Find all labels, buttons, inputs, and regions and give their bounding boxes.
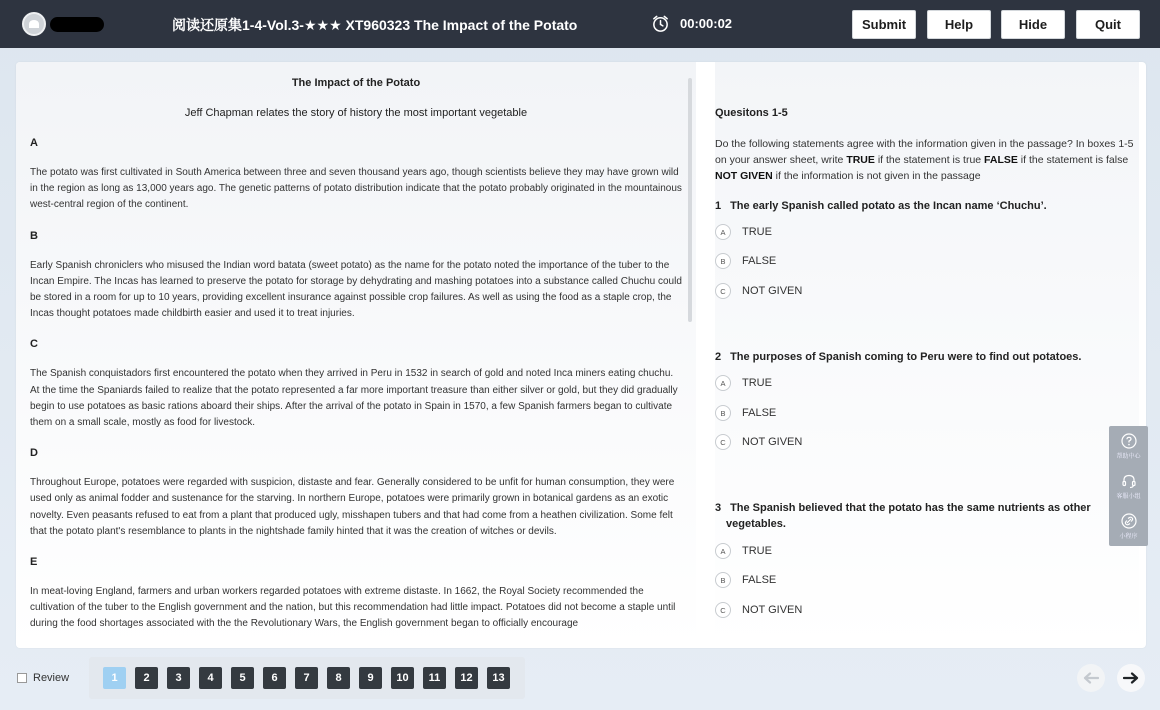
review-checkbox[interactable] bbox=[17, 673, 27, 683]
customer-service-label: 客服小组 bbox=[1116, 493, 1141, 500]
page-button-2[interactable]: 2 bbox=[135, 667, 158, 689]
passage-title: The Impact of the Potato bbox=[291, 77, 421, 89]
instructions-false: FALSE bbox=[984, 154, 1018, 166]
help-center-button[interactable] bbox=[1109, 426, 1148, 466]
page-button-6[interactable]: 6 bbox=[263, 667, 286, 689]
instructions-text: Do the following statements agree with the information given in the passage? In boxes 1-5 on your answer sheet, write bbox=[715, 138, 1134, 166]
page-button-11[interactable]: 11 bbox=[423, 667, 446, 689]
option-radio[interactable]: B bbox=[715, 405, 731, 421]
section-letter-e: E bbox=[30, 556, 38, 569]
side-float-toolbar bbox=[1109, 426, 1148, 546]
option-radio[interactable]: A bbox=[715, 375, 731, 391]
q3-option-c[interactable] bbox=[715, 601, 802, 619]
page-button-9[interactable]: 9 bbox=[359, 667, 382, 689]
main-panel bbox=[16, 62, 1146, 648]
top-bar bbox=[0, 0, 1160, 48]
section-letter-b: B bbox=[30, 229, 38, 242]
alarm-clock-icon bbox=[651, 14, 670, 33]
page-button-5[interactable]: 5 bbox=[231, 667, 254, 689]
page-button-10[interactable]: 10 bbox=[391, 667, 414, 689]
option-label: TRUE bbox=[742, 545, 772, 557]
review-label: Review bbox=[33, 672, 70, 684]
option-label: FALSE bbox=[742, 574, 777, 586]
question-3-stem bbox=[715, 500, 1095, 532]
q3-option-b[interactable] bbox=[715, 571, 776, 589]
section-letter-d: D bbox=[30, 447, 38, 460]
question-circle-icon bbox=[1121, 433, 1137, 449]
mini-program-button[interactable] bbox=[1109, 506, 1148, 546]
option-radio[interactable]: A bbox=[715, 224, 731, 240]
help-button[interactable]: Help bbox=[927, 10, 991, 39]
instructions-text: if the information is not given in the passage bbox=[772, 170, 981, 182]
option-label: NOT GIVEN bbox=[742, 436, 803, 448]
q2-option-a[interactable] bbox=[715, 374, 772, 392]
question-number: 1 bbox=[715, 200, 722, 212]
timer: 00:00:02 bbox=[680, 16, 733, 31]
question-2-stem bbox=[715, 349, 1115, 365]
redacted-username bbox=[50, 17, 104, 32]
section-letter-a: A bbox=[30, 137, 38, 149]
instructions-not-given: NOT GIVEN bbox=[715, 170, 773, 182]
questions-instructions bbox=[715, 136, 1139, 184]
instructions-text: if the statement is false bbox=[1017, 154, 1129, 166]
customer-service-button[interactable] bbox=[1109, 466, 1148, 506]
section-text-e: In meat-loving England, farmers and urban workers regarded potatoes with extreme distaste. In 1662, the Royal Society recommended the cultivation of the tuber to the English government and the nation, but this recommendation had little impact. Potatoes did not become a staple until during the food shortages associated with the the Revolutionary Wars, the English government began to officially encourage bbox=[30, 586, 676, 630]
page-button-3[interactable]: 3 bbox=[167, 667, 190, 689]
previous-button[interactable] bbox=[1077, 664, 1105, 692]
hide-button[interactable]: Hide bbox=[1001, 10, 1065, 39]
option-label: FALSE bbox=[742, 255, 777, 267]
page-button-13[interactable]: 13 bbox=[487, 667, 510, 689]
page-button-12[interactable]: 12 bbox=[455, 667, 478, 689]
option-radio[interactable]: B bbox=[715, 253, 731, 269]
page-button-7[interactable]: 7 bbox=[295, 667, 318, 689]
link-circle-icon bbox=[1121, 513, 1137, 529]
section-text-d: Throughout Europe, potatoes were regarded with suspicion, distaste and fear. Generally considered to be unfit for human consumption, they were used only as animal fodder and sustenance for the starving. In northern Europe, potatoes were primarily grown in botanical gardens as an exotic novelty. Even peasants refused to eat from a plant that produced ugly, misshapen tubers and that had come from a heathen civilization. Some felt that the potato plant's resemblance to plants in the nightshade family hinted that it was the creation of witches or devils. bbox=[30, 477, 675, 537]
page-button-4[interactable]: 4 bbox=[199, 667, 222, 689]
instructions-text: if the statement is true bbox=[874, 154, 985, 166]
q1-option-b[interactable] bbox=[715, 252, 776, 270]
q2-option-b[interactable] bbox=[715, 404, 776, 422]
q2-option-c[interactable] bbox=[715, 433, 802, 451]
help-center-label: 帮助中心 bbox=[1116, 453, 1141, 460]
option-radio[interactable]: C bbox=[715, 602, 731, 618]
question-number: 2 bbox=[715, 351, 722, 363]
option-label: NOT GIVEN bbox=[742, 604, 803, 616]
question-text: The early Spanish called potato as the Incan name ‘Chuchu’. bbox=[730, 200, 1047, 212]
option-radio[interactable]: A bbox=[715, 543, 731, 559]
section-letter-c: C bbox=[30, 338, 38, 351]
questions-pane bbox=[715, 62, 1139, 648]
exam-title: 阅读还原集1-4-Vol.3-★★★ XT960323 The Impact of the Potato bbox=[172, 17, 578, 33]
question-number: 3 bbox=[715, 502, 722, 514]
page-button-8[interactable]: 8 bbox=[327, 667, 350, 689]
option-label: FALSE bbox=[742, 407, 777, 419]
option-radio[interactable]: C bbox=[715, 283, 731, 299]
mini-program-label: 小程序 bbox=[1119, 533, 1138, 540]
page-button-1[interactable]: 1 bbox=[103, 667, 126, 689]
quit-button[interactable]: Quit bbox=[1076, 10, 1140, 39]
q1-option-a[interactable] bbox=[715, 223, 772, 241]
q3-option-a[interactable] bbox=[715, 542, 772, 560]
section-text-a: The potato was first cultivated in South America between three and seven thousand years ago, though scientists believe they may have grown wild in the region as long as 13,000 years ago. The genetic patterns of potato distribution indicate that the potato probably originated in the mountainous west-central region of the continent. bbox=[30, 167, 682, 211]
question-pager bbox=[89, 657, 525, 699]
passage-subtitle: Jeff Chapman relates the story of history the most important vegetable bbox=[184, 107, 528, 119]
section-text-c: The Spanish conquistadors first encountered the potato when they arrived in Peru in 1532 in search of gold and noted Inca miners eating chuchu. At the time the Spaniards failed to realize that the potato represented a far more important treasure than either silver or gold, but they did gradually begin to use potatoes as basic rations aboard their ships. After the arrival of the potato in Spain in 1570, a few Spanish farmers began to cultivate them on a small scale, mostly as food for livestock. bbox=[30, 368, 678, 429]
section-text-b: Early Spanish chroniclers who misused the Indian word batata (sweet potato) as the name for the potato noted the importance of the tuber to the Incan Empire. The Incas has learned to preserve the potato for storage by dehydrating and mashing potatoes into a substance called Chuchu could be stored in a room for up to 10 years, providing excellent insurance against possible crop failures. As well as using the food as a staple crop, the Incas thought potatoes made childbirth easier and used it to treat injuries. bbox=[30, 259, 682, 320]
instructions-true: TRUE bbox=[846, 154, 875, 166]
arrow-right-icon bbox=[1123, 672, 1139, 684]
q1-option-c[interactable] bbox=[715, 282, 802, 300]
option-label: NOT GIVEN bbox=[742, 285, 803, 297]
arrow-left-icon bbox=[1083, 672, 1099, 684]
review-toggle[interactable] bbox=[17, 672, 69, 684]
question-text: The Spanish believed that the potato has the same nutrients as other vegetables. bbox=[726, 502, 1091, 530]
option-label: TRUE bbox=[742, 377, 772, 389]
question-text: The purposes of Spanish coming to Peru were to find out potatoes. bbox=[730, 351, 1082, 363]
passage-pane[interactable] bbox=[16, 62, 696, 648]
option-radio[interactable]: B bbox=[715, 572, 731, 588]
pane-divider-scrollbar[interactable] bbox=[688, 78, 692, 322]
submit-button[interactable]: Submit bbox=[852, 10, 916, 39]
avatar[interactable] bbox=[22, 12, 46, 36]
questions-heading: Quesitons 1-5 bbox=[715, 107, 788, 119]
headset-icon bbox=[1121, 473, 1137, 489]
option-label: TRUE bbox=[742, 226, 772, 238]
option-radio[interactable]: C bbox=[715, 434, 731, 450]
next-button[interactable] bbox=[1117, 664, 1145, 692]
question-1-stem bbox=[715, 198, 1115, 214]
